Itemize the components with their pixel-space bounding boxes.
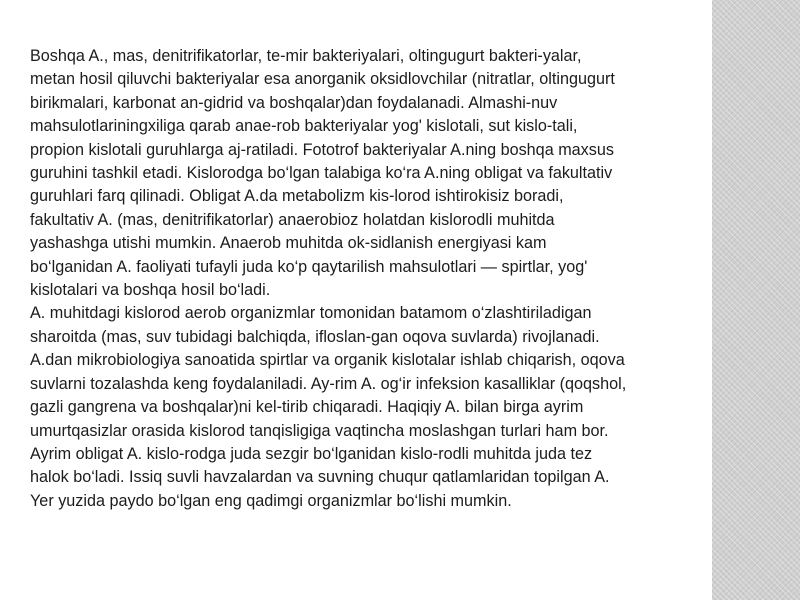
text-line: kislotalari va boshqa hosil bo‘ladi. bbox=[30, 281, 271, 300]
text-line: halok bo‘ladi. Issiq suvli havzalardan va suvning chuqur qatlamlaridan topilgan A. bbox=[30, 468, 610, 487]
text-line: yashashga utishi mumkin. Anaerob muhitda ok-sidlanish energiyasi kam bbox=[30, 234, 547, 253]
text-line: A. muhitdagi kislorod aerob organizmlar tomonidan batamom o‘zlashtiriladigan bbox=[30, 304, 592, 323]
text-line: bo‘lganidan A. faoliyati tufayli juda ko‘p qaytarilish mahsulotlari — spirtlar, yog' bbox=[30, 257, 588, 276]
text-line: suvlarni tozalashda keng foydalaniladi. Ay-rim A. og‘ir infeksion kasalliklar (qoqshol, bbox=[30, 374, 627, 393]
text-line: fakultativ A. (mas, denitrifikatorlar) anaerobioz holatdan kislorodli muhitda bbox=[30, 210, 555, 229]
text-line: Yer yuzida paydo bo‘lgan eng qadimgi organizmlar bo‘lishi mumkin. bbox=[30, 491, 512, 510]
text-line: guruhini tashkil etadi. Kislorodga bo‘lgan talabiga ko‘ra A.ning obligat va fakultativ bbox=[30, 164, 613, 183]
text-line: A.dan mikrobiologiya sanoatida spirtlar va organik kislotalar ishlab chiqarish, oqova bbox=[30, 351, 625, 370]
text-line: gazli gangrena va boshqalar)ni kel-tirib chiqaradi. Haqiqiy A. bilan birga ayrim bbox=[30, 398, 584, 417]
text-line: birikmalari, karbonat an-gidrid va boshqalar)dan foydalanadi. Almashi-nuv bbox=[30, 93, 558, 112]
text-line: mahsulotlariningxiliga qarab anae-rob bakteriyalar yog' kislotali, sut kislo-tali, bbox=[30, 117, 578, 136]
text-line: propion kislotali guruhlarga aj-ratiladi. Fototrof bakteriyalar A.ning boshqa maxsus bbox=[30, 140, 614, 159]
text-line: Ayrim obligat A. kislo-rodga juda sezgir bo‘lganidan kislo-rodli muhitda juda tez bbox=[30, 444, 593, 463]
body-text bbox=[30, 45, 770, 513]
text-line: umurtqasizlar orasida kislorod tanqisligiga vaqtincha moslashgan turlari ham bor. bbox=[30, 421, 609, 440]
text-line: guruhlari farq qilinadi. Obligat A.da metabolizm kis-lorod ishtirokisiz boradi, bbox=[30, 187, 564, 206]
text-line: metan hosil qiluvchi bakteriyalar esa anorganik oksidlovchilar (nitratlar, oltingugurt bbox=[30, 70, 615, 89]
text-line: sharoitda (mas, suv tubidagi balchiqda, ifloslan-gan oqova suvlarda) rivojlanadi. bbox=[30, 327, 600, 346]
text-line: Boshqa A., mas, denitrifikatorlar, te-mir bakteriyalari, oltingugurt bakteri-yalar, bbox=[30, 47, 582, 65]
